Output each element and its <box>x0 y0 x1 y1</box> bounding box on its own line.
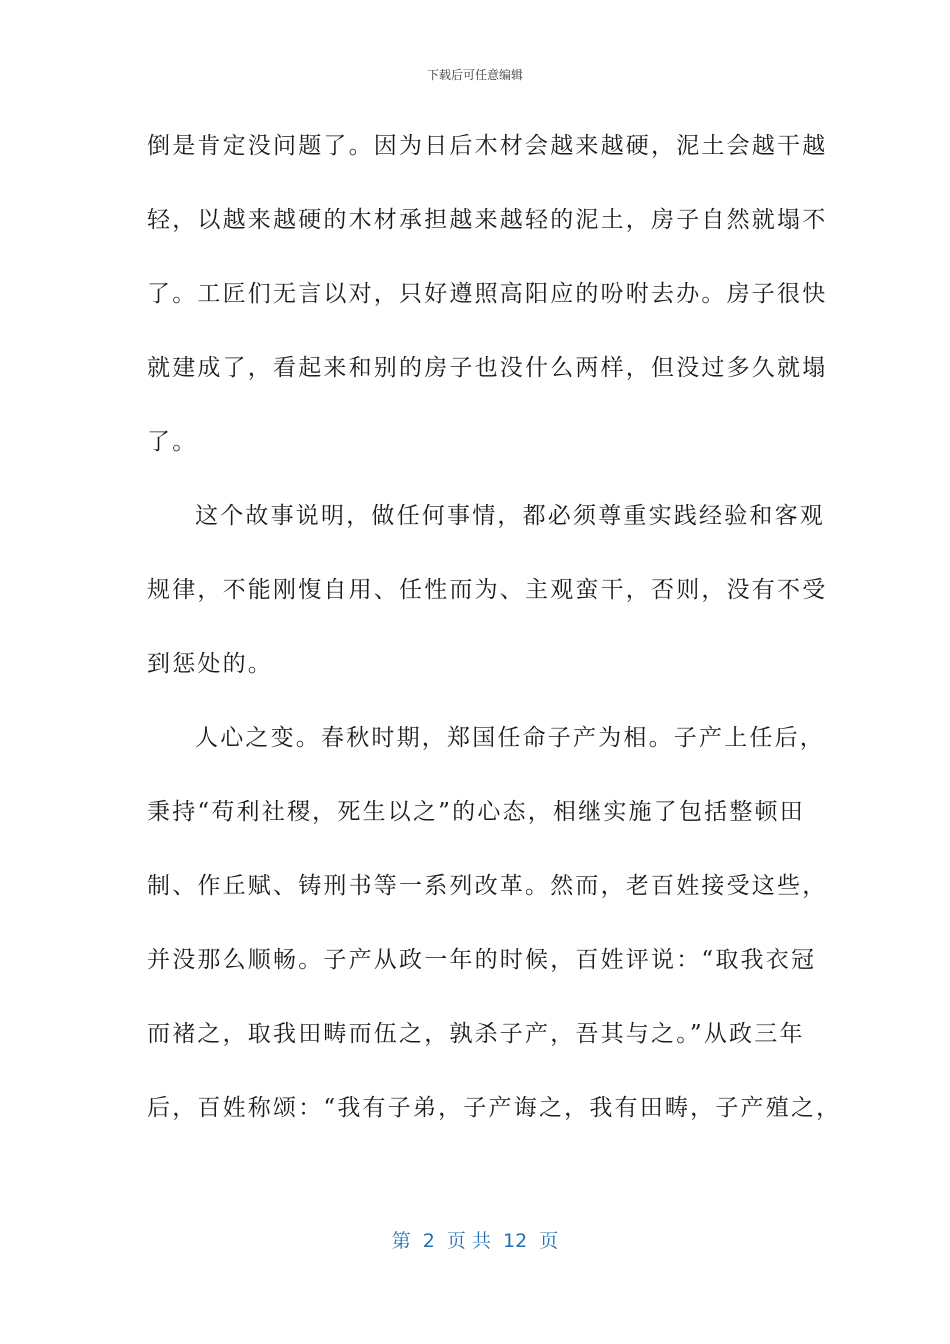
text-line: 秉持“苟利社稷，死生以之”的心态，相继实施了包括整顿田 <box>147 799 805 825</box>
text-line: 到惩处的。 <box>147 651 273 677</box>
text-line: 轻，以越来越硬的木材承担越来越轻的泥土，房子自然就塌不 <box>147 207 828 233</box>
text-line: 并没那么顺畅。子产从政一年的时候，百姓评说：“取我衣冠 <box>147 947 817 973</box>
text-line: 后，百姓称颂：“我有子弟，子产诲之，我有田畴，子产殖之， <box>147 1095 842 1121</box>
page-header: 下载后可任意编辑 <box>426 68 523 82</box>
paragraph-start-line: 这个故事说明，做任何事情，都必须尊重实践经验和客观 <box>195 503 825 529</box>
document-body <box>147 128 842 1164</box>
text-line: 规律，不能刚愎自用、任性而为、主观蛮干，否则，没有不受 <box>147 577 828 603</box>
text-line: 了。工匠们无言以对，只好遵照高阳应的吩咐去办。房子很快 <box>147 281 828 307</box>
page-number-footer: 第 2 页 共 12 页 <box>391 1230 559 1252</box>
text-line: 倒是肯定没问题了。因为日后木材会越来越硬，泥土会越干越 <box>147 133 828 159</box>
text-line: 制、作丘赋、铸刑书等一系列改革。然而，老百姓接受这些， <box>147 873 828 899</box>
text-line: 了。 <box>147 429 198 455</box>
paragraph-start-line: 人心之变。春秋时期，郑国任命子产为相。子产上任后， <box>195 725 825 751</box>
text-line: 而褚之，取我田畴而伍之，孰杀子产，吾其与之。”从政三年 <box>147 1021 805 1047</box>
text-line: 就建成了，看起来和别的房子也没什么两样，但没过多久就塌 <box>147 355 828 381</box>
